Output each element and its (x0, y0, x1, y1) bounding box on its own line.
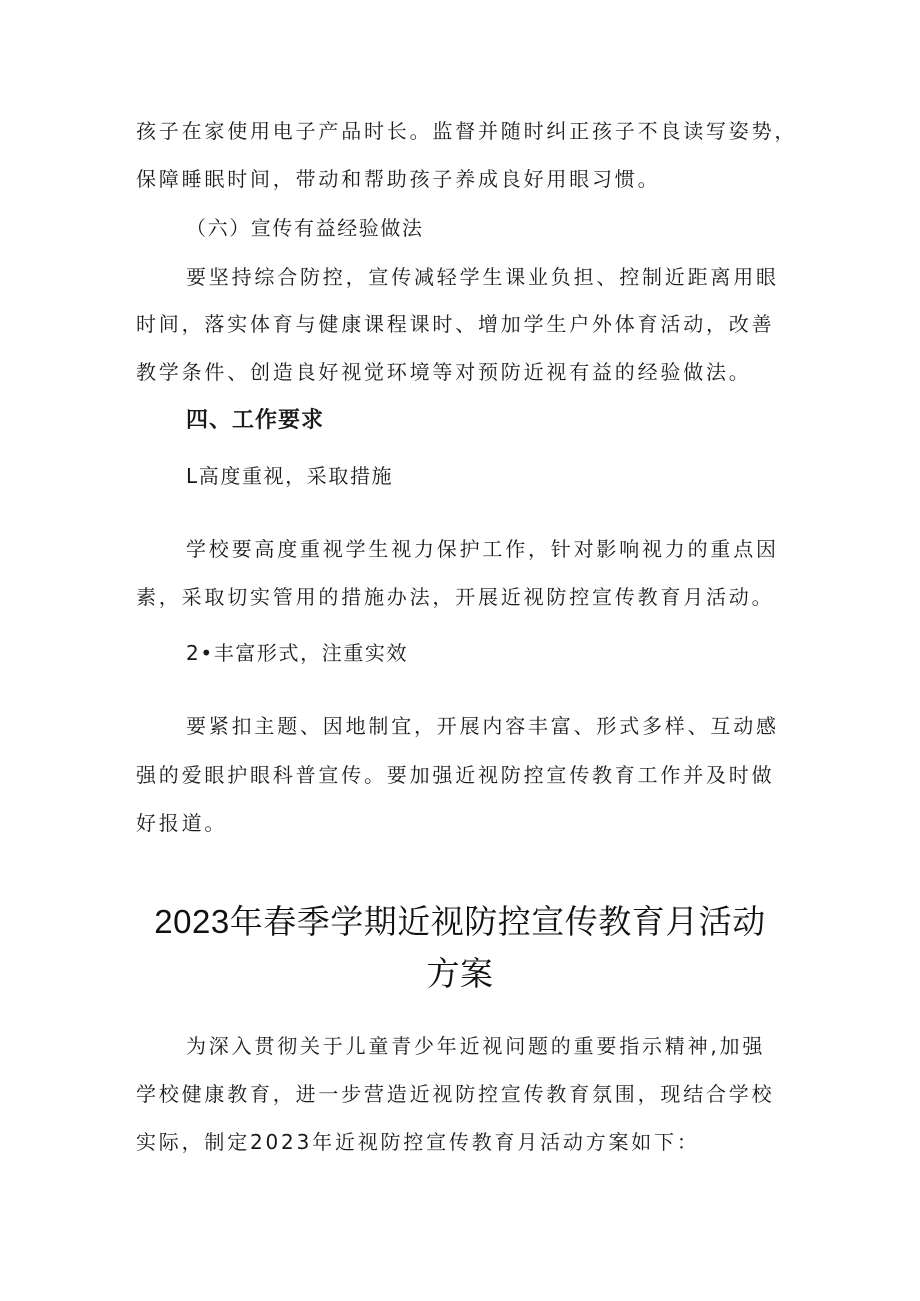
paragraph-line: 好报道。 (136, 811, 228, 835)
paragraph-line: 学校要高度重视学生视力保护工作，针对影响视力的重点因 (186, 537, 779, 561)
section-heading-4: 四、工作要求 (186, 407, 325, 432)
document-title-line1: 2023年春季学期近视防控宣传教育月活动 (154, 903, 766, 940)
paragraph-line: 教学条件、创造良好视觉环境等对预防近视有益的经验做法。 (136, 360, 752, 384)
document-title-line2: 方案 (426, 955, 494, 992)
subsection-heading-1: L高度重视，采取措施 (186, 464, 394, 488)
paragraph-line: 要坚持综合防控，宣传减轻学生课业负担、控制近距离用眼 (186, 265, 779, 289)
intro-line: 学校健康教育，进一步营造近视防控宣传教育氛围，现结合学校 (136, 1082, 775, 1106)
subsection-heading-6: （六）宣传有益经验做法 (186, 216, 424, 240)
intro-line: 为深入贯彻关于儿童青少年近视问题的重要指示精神,加强 (186, 1034, 766, 1058)
paragraph-line: 保障睡眠时间，带动和帮助孩子养成良好用眼习惯。 (136, 167, 661, 191)
subsection-heading-2: 2•丰富形式，注重实效 (186, 641, 409, 665)
paragraph-line: 要紧扣主题、因地制宜，开展内容丰富、形式多样、互动感 (186, 714, 779, 738)
intro-line: 实际，制定2023年近视防控宣传教育月活动方案如下： (136, 1130, 700, 1154)
paragraph-line: 时间，落实体育与健康课程课时、增加学生户外体育活动，改善 (136, 312, 775, 336)
paragraph-line: 孩子在家使用电子产品时长。监督并随时纠正孩子不良读写姿势， (136, 119, 798, 143)
paragraph-line: 强的爱眼护眼科普宣传。要加强近视防控宣传教育工作并及时做 (136, 763, 775, 787)
paragraph-line: 素，采取切实管用的措施办法，开展近视防控宣传教育月活动。 (136, 585, 775, 609)
